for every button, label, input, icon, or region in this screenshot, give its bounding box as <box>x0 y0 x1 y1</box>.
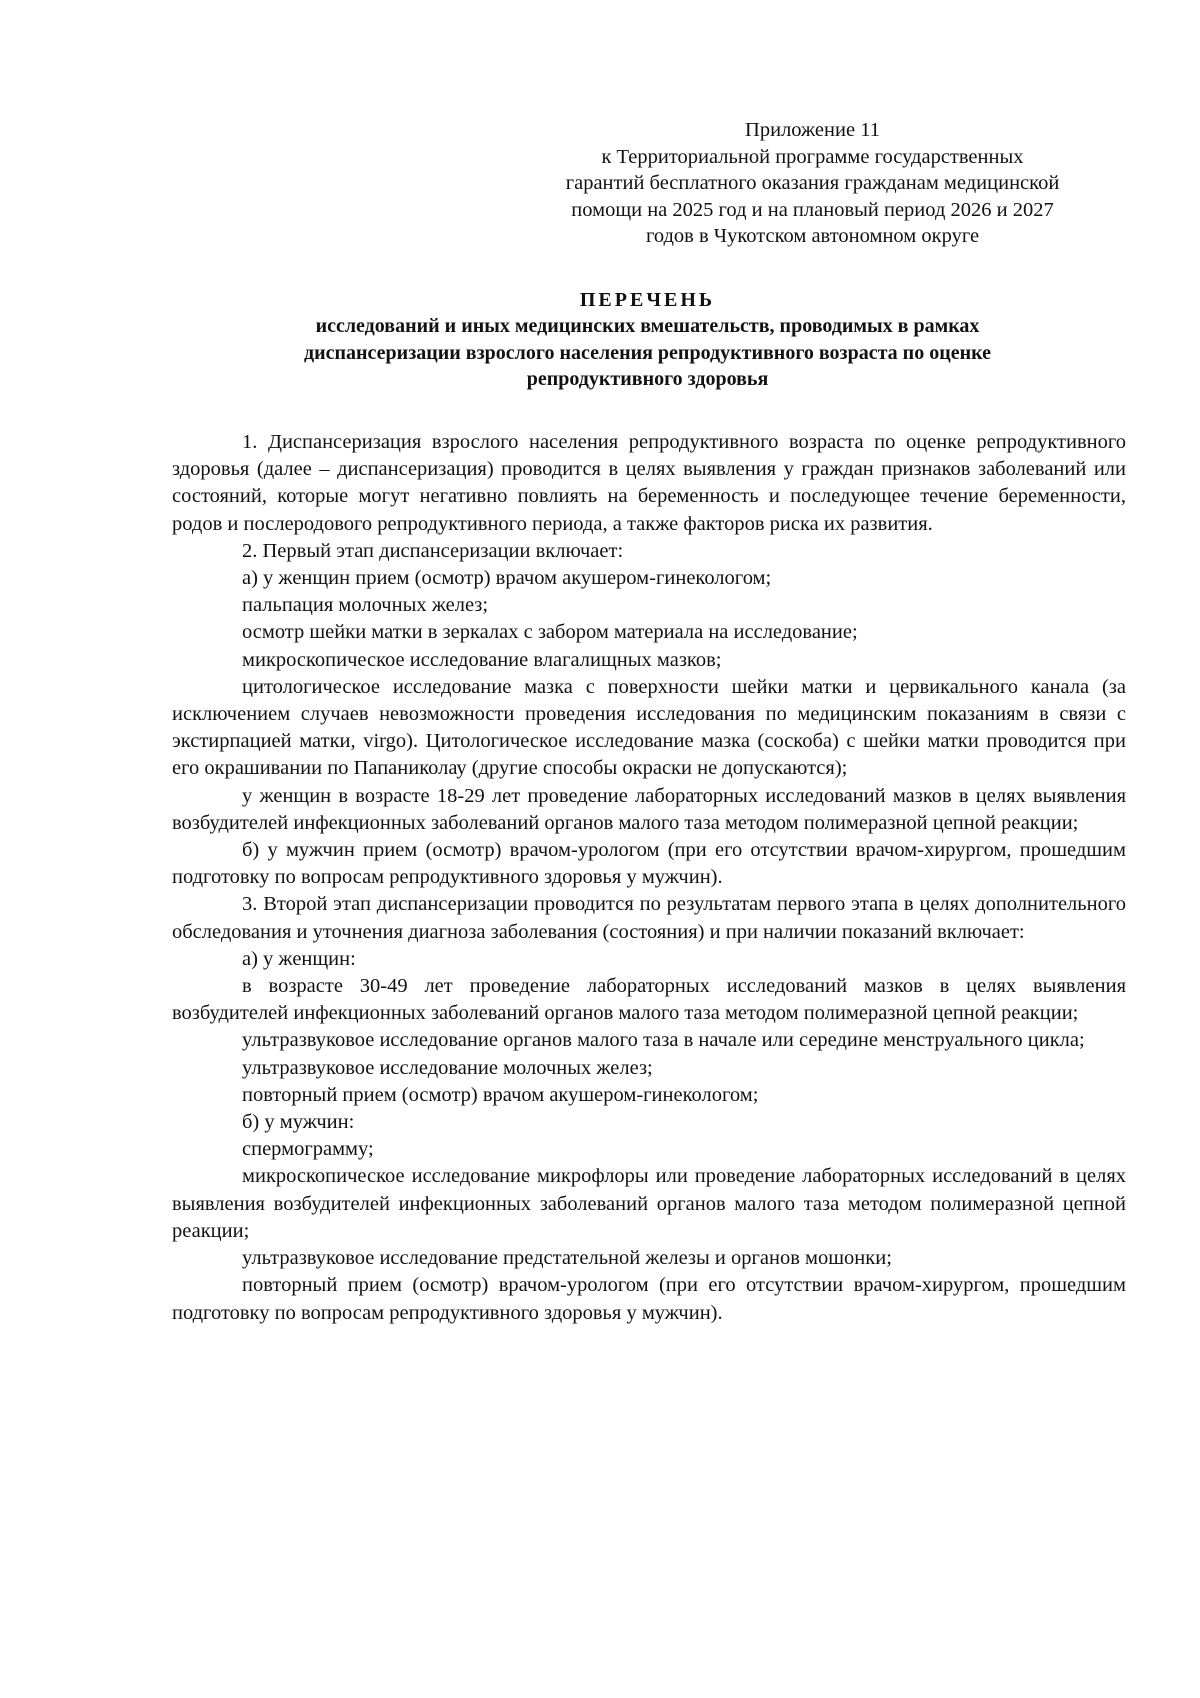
title-subline: исследований и иных медицинских вмешательств, проводимых в рамках <box>315 315 980 338</box>
paragraph: цитологическое исследование мазка с поверхности шейки матки и цервикального канала (за исключением случаев невозможности проведения исследования по медицинским показаниям в связи с экстирпацией матки, virgo). Цитологическое исследование мазка (соскоба) с шейки матки проводится при его окрашивании по Папаниколау (другие способы окраски не допускаются); <box>172 675 1126 780</box>
paragraph: микроскопическое исследование микрофлоры или проведение лабораторных исследований в целях выявления возбудителей инфекционных заболеваний органов малого таза методом полимеразной цепной реакции; <box>172 1165 1126 1242</box>
appendix-line: к Территориальной программе государственных <box>601 145 1024 168</box>
paragraph: а) у женщин: <box>242 947 356 970</box>
paragraph: повторный прием (осмотр) врачом акушером-гинекологом; <box>242 1083 759 1106</box>
paragraph: ультразвуковое исследование молочных желез; <box>242 1056 653 1079</box>
appendix-line: годов в Чукотском автономном округе <box>645 225 980 248</box>
appendix-line: Приложение 11 <box>745 119 880 141</box>
paragraph: в возрасте 30-49 лет проведение лабораторных исследований мазков в целях выявления возбудителей инфекционных заболеваний органов малого таза методом полимеразной цепной реакции; <box>172 975 1126 1025</box>
paragraph: пальпация молочных желез; <box>242 594 489 617</box>
document-body <box>172 429 1126 1327</box>
paragraph: ультразвуковое исследование предстательной железы и органов мошонки; <box>242 1247 892 1270</box>
appendix-header <box>500 117 1125 250</box>
title-subline: диспансеризации взрослого населения репродуктивного возраста по оценке <box>303 341 992 364</box>
paragraph: 1. Диспансеризация взрослого населения репродуктивного возраста по оценке репродуктивного здоровья (далее – диспансеризация) проводится в целях выявления у граждан признаков заболеваний или состояний, которые могут негативно повлиять на беременность и последующее течение беременности, родов и послеродового репродуктивного периода, а также факторов риска их развития. <box>172 431 1126 535</box>
paragraph: у женщин в возрасте 18-29 лет проведение лабораторных исследований мазков в целях выявления возбудителей инфекционных заболеваний органов малого таза методом полимеразной цепной реакции; <box>172 784 1126 834</box>
document-title <box>170 287 1125 392</box>
appendix-line: гарантий бесплатного оказания гражданам медицинской <box>565 172 1060 195</box>
paragraph: осмотр шейки матки в зеркалах с забором материала на исследование; <box>242 621 858 644</box>
paragraph: а) у женщин прием (осмотр) врачом акушером-гинекологом; <box>242 567 772 590</box>
title-main: ПЕРЕЧЕНЬ <box>579 289 716 311</box>
appendix-line: помощи на 2025 год и на плановый период 2026 и 2027 <box>571 198 1054 221</box>
paragraph: 2. Первый этап диспансеризации включает: <box>242 539 624 562</box>
paragraph: спермограмму; <box>242 1138 374 1161</box>
paragraph: микроскопическое исследование влагалищных мазков; <box>242 648 722 671</box>
paragraph: повторный прием (осмотр) врачом-урологом (при его отсутствии врачом-хирургом, прошедшим подготовку по вопросам репродуктивного здоровья у мужчин). <box>172 1274 1126 1324</box>
paragraph: 3. Второй этап диспансеризации проводится по результатам первого этапа в целях дополнительного обследования и уточнения диагноза заболевания (состояния) и при наличии показаний включает: <box>172 893 1126 943</box>
paragraph: ультразвуковое исследование органов малого таза в начале или середине менструального цикла; <box>242 1029 1085 1052</box>
title-subline: репродуктивного здоровья <box>526 367 769 390</box>
paragraph: б) у мужчин прием (осмотр) врачом-урологом (при его отсутствии врачом-хирургом, прошедшим подготовку по вопросам репродуктивного здоровья у мужчин). <box>172 839 1126 889</box>
paragraph: б) у мужчин: <box>242 1111 355 1134</box>
